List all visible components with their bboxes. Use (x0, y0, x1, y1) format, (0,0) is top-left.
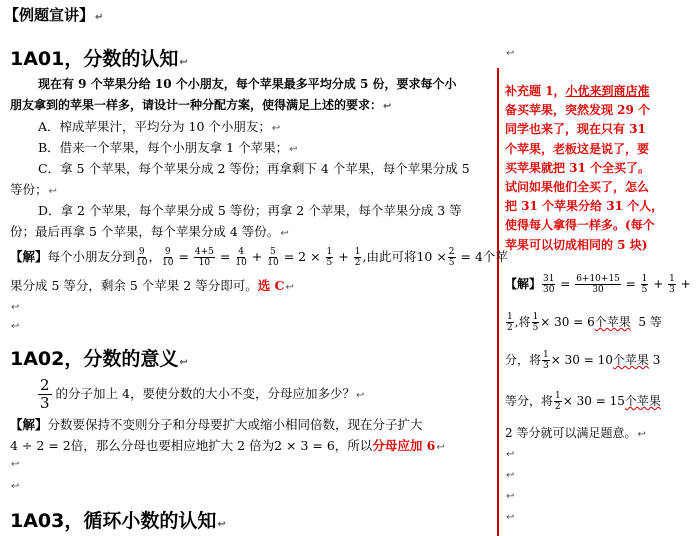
fraction-1-2 (554, 391, 562, 412)
q1-stem-line2 (10, 95, 391, 117)
denominator: 5 (532, 323, 539, 333)
q1-option-a-text: A．榨成苹果汁，平均分为 10 个小朋友； (38, 119, 271, 134)
fraction-9-10 (162, 247, 173, 268)
q2-stem (38, 377, 364, 412)
column-divider (497, 68, 499, 536)
fraction-2-3 (38, 377, 52, 412)
paragraph-mark: ↩ (436, 442, 445, 453)
solution-label: 【解】 (10, 249, 48, 264)
supplement-text: 小优来到商店准 (565, 84, 650, 98)
fraction-4-10 (235, 247, 246, 268)
paragraph-mark: ↩ (355, 390, 365, 401)
supplement-solution-text: 个苹果 (612, 353, 649, 367)
q1-solution-line2 (10, 275, 294, 298)
q1-stem-line1: 现在有 9 个苹果分给 10 个小朋友，每个苹果最多平均分成 5 份，要求每个小 (38, 77, 457, 91)
fraction-6p10p15-30 (575, 274, 621, 295)
denominator: 10 (198, 258, 211, 268)
paragraph-mark: ↩ (11, 321, 20, 332)
numerator: 9 (138, 247, 145, 257)
equals-sign: = (560, 277, 571, 291)
q3-title-text: 1A03，循环小数的认知 (10, 510, 217, 532)
paragraph-mark: ↩ (11, 302, 20, 313)
numerator: 4+5 (194, 247, 214, 257)
supplement-line: 试问如果他们全买了，怎么 (505, 180, 650, 195)
equals-sign: = 2 × (283, 249, 321, 264)
numerator: 1 (326, 247, 333, 257)
supplement-solution-line5 (505, 424, 646, 441)
fraction-1-3 (542, 350, 550, 371)
numerator: 1 (532, 312, 539, 322)
fraction-1-5 (326, 247, 334, 268)
paragraph-mark: ↩ (179, 357, 188, 368)
numerator: 1 (354, 247, 361, 257)
q2-stem-text: 的分子加上 4，要使分数的大小不变，分母应加多少？ (55, 386, 355, 401)
solution-label: 【解】 (10, 417, 48, 432)
q1-answer: 选 C (257, 278, 285, 293)
fraction-1-2 (354, 247, 362, 268)
denominator: 30 (543, 285, 555, 295)
fraction-9-10 (136, 247, 147, 268)
supplement-solution-text: 2 等分就可以满足题意。 (505, 426, 637, 440)
paragraph-mark: ↩ (506, 491, 515, 502)
q2-answer: 分母应加 6 (372, 438, 436, 453)
paragraph-mark: ↩ (506, 449, 515, 460)
paragraph-mark: ↩ (506, 470, 515, 481)
supplement-line: 苹果可以切成相同的 5 块) (505, 237, 648, 252)
supplement-problem (505, 82, 691, 255)
q1-option-b-text: B．借来一个苹果，每个小朋友拿 1 个苹果； (38, 140, 289, 155)
q1-option-c-line1: C．拿 5 个苹果，每个苹果分成 2 等份；再拿剩下 4 个苹果，每个苹果分成 5 (38, 161, 470, 176)
section-header (4, 4, 103, 25)
denominator: 5 (641, 285, 648, 295)
supplement-solution-line2 (505, 312, 662, 333)
plus-sign: + (251, 249, 263, 264)
numerator: 1 (543, 350, 549, 360)
paragraph-mark: ↩ (637, 429, 646, 440)
supplement-line (505, 82, 691, 101)
q1-solution-text: 果分成 5 等分，剩余 5 个苹果 2 等分即可。 (10, 278, 258, 293)
supplement-solution-text: 个苹果 (624, 394, 661, 408)
paragraph-mark: ↩ (179, 57, 188, 68)
solution-label: 【解】 (505, 277, 542, 291)
numerator: 9 (164, 247, 171, 257)
fraction-31-30 (542, 274, 555, 295)
plus-sign: + (653, 277, 664, 291)
paragraph-mark: ↩ (383, 101, 392, 112)
paragraph-mark: ↩ (11, 459, 20, 470)
paragraph-mark: ↩ (506, 48, 515, 59)
q2-solution-line2 (10, 435, 445, 458)
fraction-1-5 (532, 312, 540, 333)
equals-sign: = (178, 249, 189, 264)
supplement-solution-text: × 30 = 10 (550, 353, 613, 367)
supplement-solution-text: × 30 = 6 (540, 315, 595, 329)
q2-solution-line1 (10, 414, 423, 435)
fraction-1-3 (668, 274, 676, 295)
supplement-solution-text: 5 等 (638, 315, 662, 329)
denominator: 5 (448, 258, 455, 268)
supplement-solution-text: ,将 (514, 315, 531, 329)
supplement-solution-text: 等分，将 (505, 394, 554, 408)
fraction-4p5-10 (194, 247, 215, 268)
q1-option-a (38, 116, 280, 139)
q3-title (10, 506, 226, 533)
supplement-line: 使得每人拿得一样多。(每个 (505, 218, 655, 233)
numerator: 5 (270, 247, 276, 257)
denominator: 10 (162, 258, 174, 268)
q1-option-c-line2-text: 等份； (10, 182, 48, 197)
fraction-5-10 (267, 247, 278, 268)
paragraph-mark: ↩ (289, 144, 298, 155)
paragraph-mark: ↩ (48, 186, 57, 197)
paragraph-mark: ↩ (217, 519, 226, 530)
denominator: 10 (267, 258, 279, 268)
denominator: 2 (354, 258, 361, 268)
supplement-solution-line1 (505, 274, 691, 295)
q2-title-text: 1A02，分数的意义 (10, 348, 179, 370)
denominator: 5 (326, 258, 333, 268)
supplement-solution-text: × 30 = 15 (562, 394, 625, 408)
denominator: 2 (507, 323, 513, 333)
numerator: 31 (543, 274, 555, 284)
numerator: 1 (641, 274, 648, 284)
plus-sign: + (680, 277, 691, 291)
q2-solution-text: 4 ÷ 2 = 2倍，那么分母也要相应地扩大 2 倍为2 × 3 = 6，所以 (10, 438, 373, 453)
supplement-solution-text: 3 (652, 353, 661, 367)
q1-option-c-line2 (10, 179, 57, 202)
section-header-text: 【例题宣讲】 (4, 6, 95, 24)
supplement-solution-text: 个苹果 (594, 315, 631, 329)
q1-option-b (38, 137, 297, 160)
paragraph-mark: ↩ (280, 228, 289, 239)
comma: ， (148, 249, 161, 264)
equals-sign: = (219, 249, 231, 264)
equals-sign: = (625, 277, 636, 291)
supplement-line: 同学也来了，现在只有 31 (505, 122, 646, 137)
numerator: 4 (238, 247, 244, 257)
supplement-line: 把 31 个苹果分给 31 个人， (505, 199, 664, 214)
fraction-1-2 (506, 312, 514, 333)
paragraph-mark: ↩ (271, 123, 281, 134)
denominator: 2 (555, 402, 561, 412)
supplement-label: 补充题 1， (505, 84, 566, 98)
q1-option-d-line1: D．拿 2 个苹果，每个苹果分成 5 等份；再拿 2 个苹果，每个苹果分成 3 等 (38, 203, 462, 218)
q1-option-d-line2-text: 份；最后再拿 5 个苹果，每个苹果分成 4 等份。 (10, 224, 280, 239)
plus-sign: + (338, 249, 349, 264)
fraction-2-5 (448, 247, 456, 268)
paragraph-mark: ↩ (285, 282, 294, 293)
q1-solution-line1 (10, 246, 508, 268)
numerator: 1 (555, 391, 561, 401)
numerator: 6+10+15 (576, 274, 620, 284)
denominator: 30 (592, 285, 604, 295)
q2-title (10, 344, 188, 371)
denominator: 3 (543, 361, 549, 371)
denominator: 3 (669, 285, 675, 295)
supplement-line: 买苹果就把 31 个全买了。 (505, 160, 651, 175)
supplement-line: 备买苹果，突然发现 29 个 (505, 103, 651, 118)
paragraph-mark: ↩ (506, 512, 515, 523)
paragraph-mark: ↩ (11, 481, 20, 492)
denominator: 10 (235, 258, 247, 268)
q1-title (10, 44, 188, 71)
supplement-solution-line4 (505, 391, 661, 412)
supplement-solution-line3 (505, 350, 660, 371)
denominator: 10 (136, 258, 148, 268)
fraction-1-5 (641, 274, 649, 295)
q1-option-d-line2 (10, 221, 289, 244)
supplement-line: 个苹果，老板这是说了，要 (505, 141, 650, 156)
q1-stem-line2-text: 朋友拿到的苹果一样多，请设计一种分配方案，使得满足上述的要求： (10, 98, 383, 112)
paragraph-mark: ↵ (95, 12, 104, 23)
numerator: 2 (40, 376, 50, 394)
q1-solution-text: = 4个苹 (460, 249, 508, 264)
numerator: 1 (507, 312, 513, 322)
supplement-solution-text: 分，将 (505, 353, 542, 367)
numerator: 2 (448, 247, 455, 257)
q2-solution-text: 分数要保持不变则分子和分母要扩大或缩小相同倍数，现在分子扩大 (47, 417, 423, 432)
denominator: 3 (40, 394, 50, 412)
numerator: 1 (669, 274, 675, 284)
q1-solution-text: 每个小朋友分到 (47, 249, 136, 264)
q1-title-text: 1A01，分数的认知 (10, 48, 179, 70)
q1-solution-text: ,由此可将10 × (362, 249, 447, 264)
